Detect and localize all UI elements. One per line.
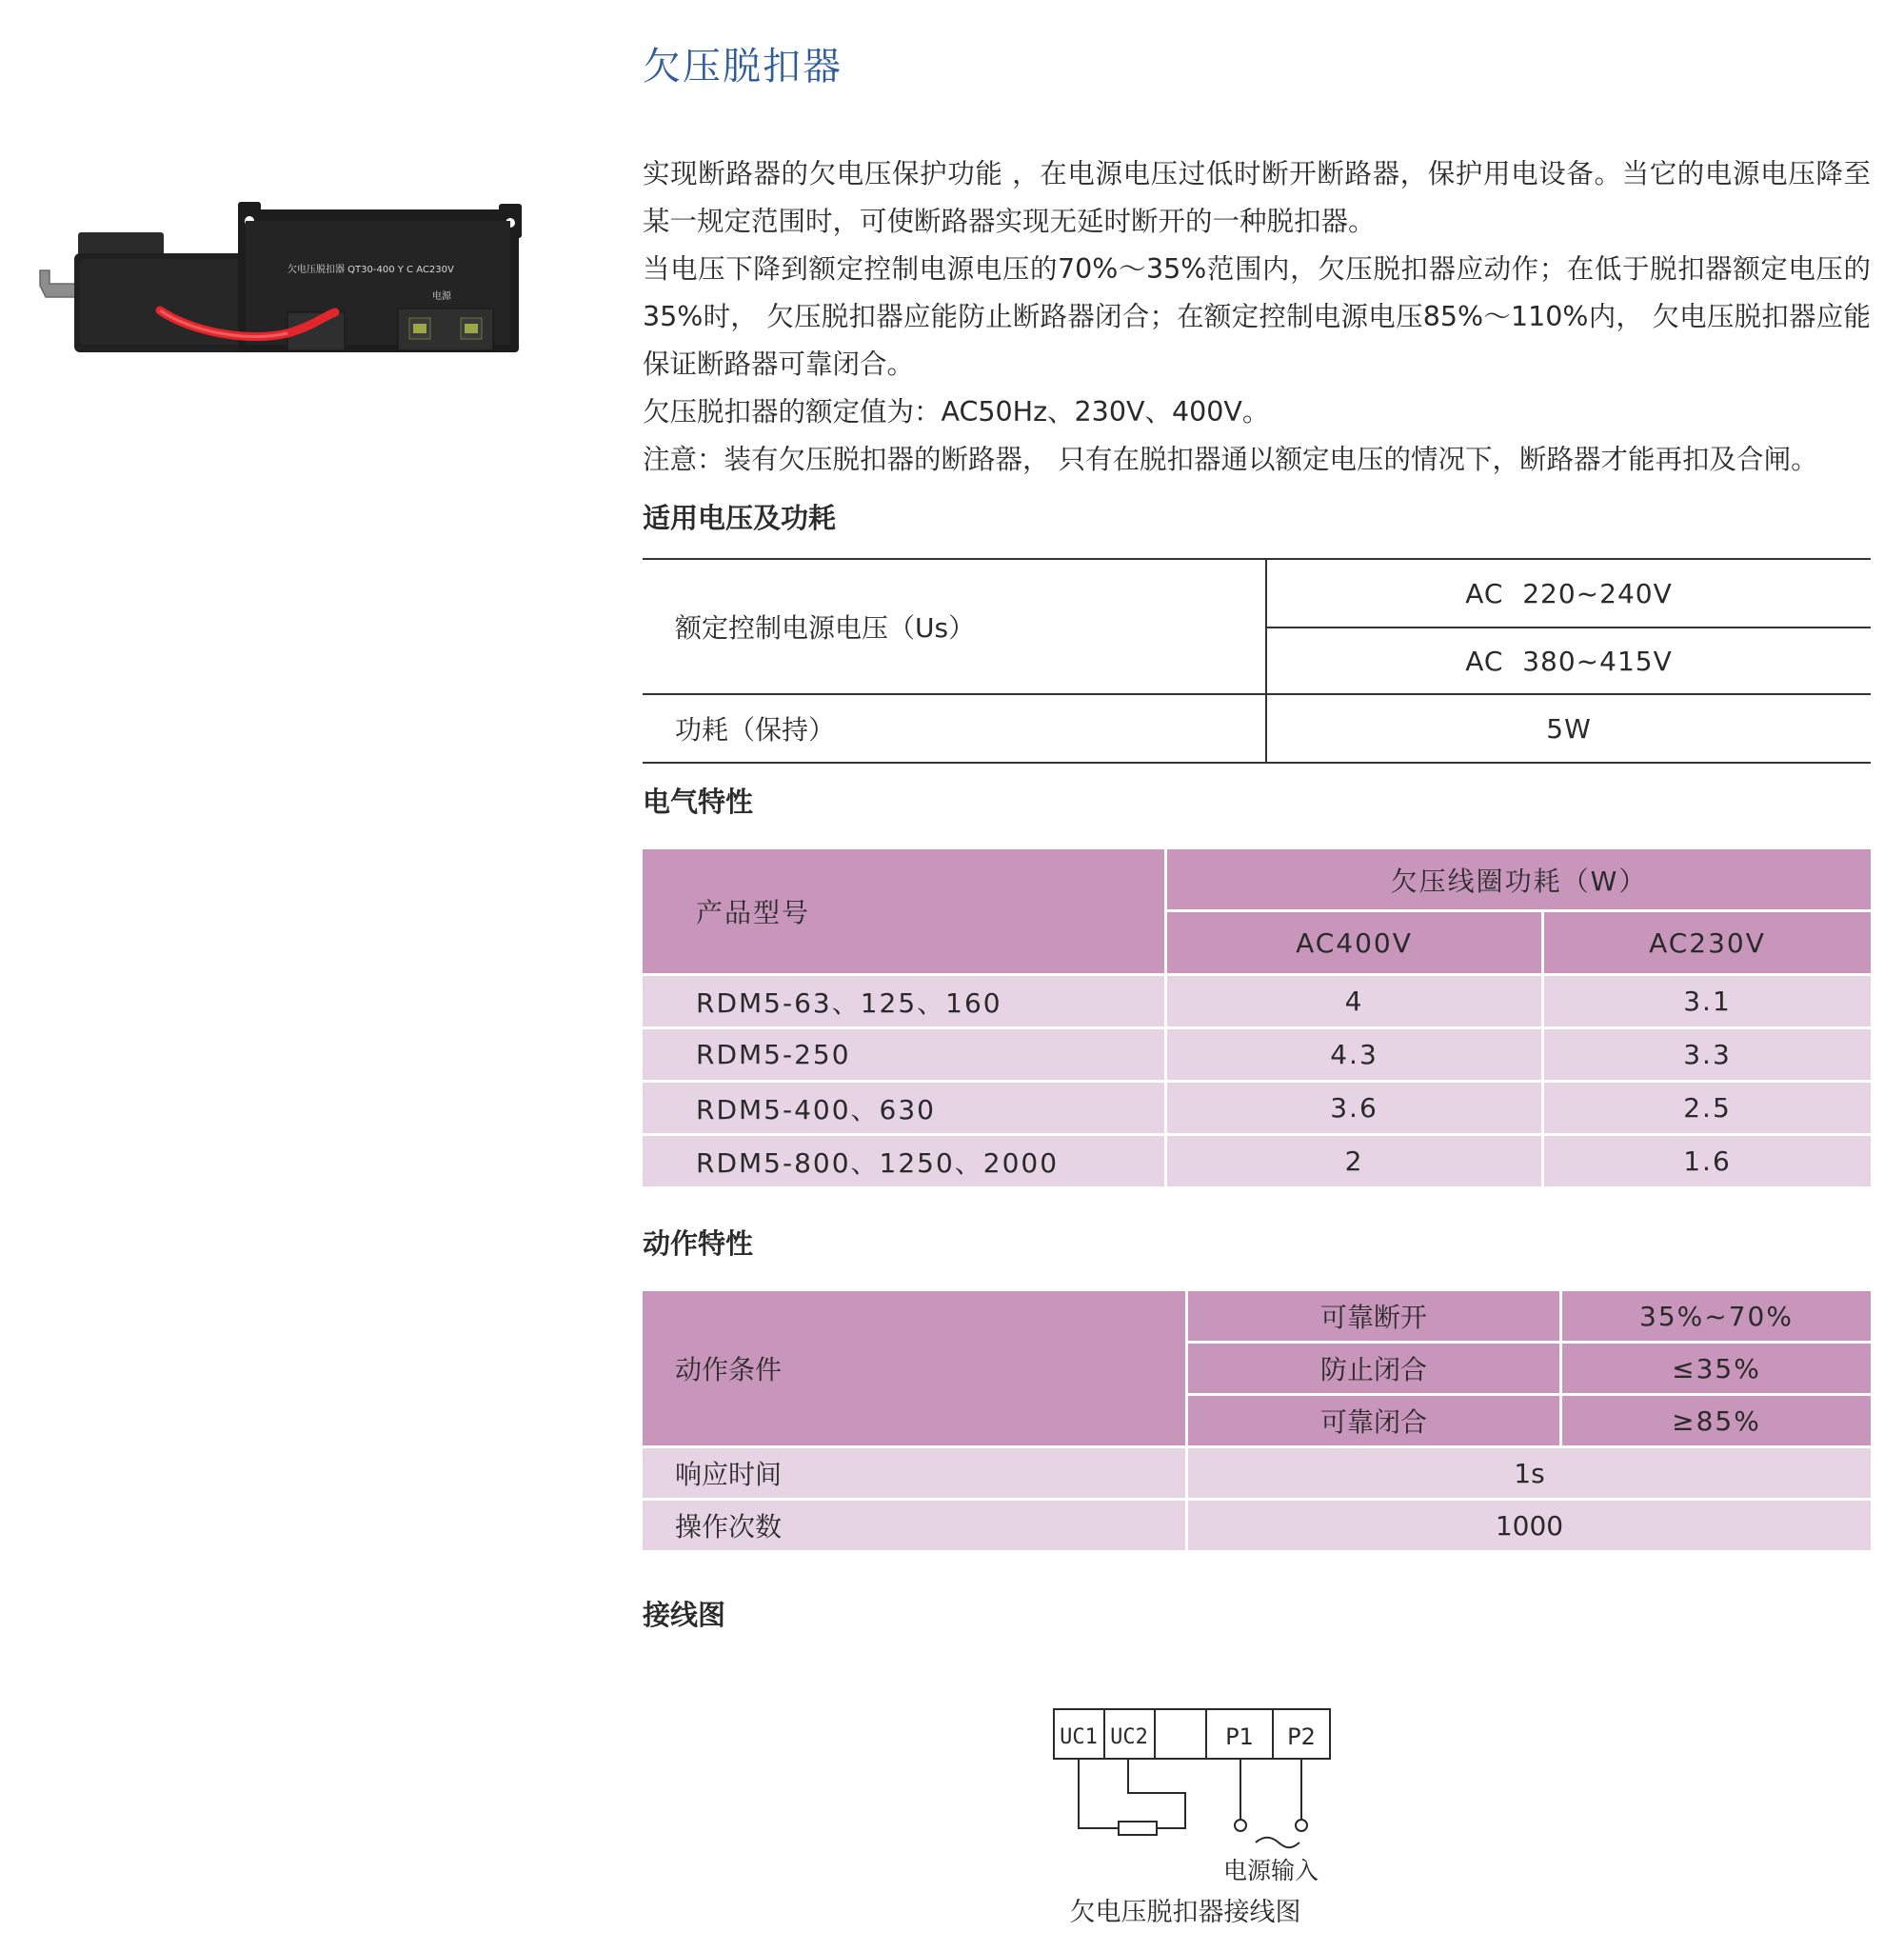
table-row xyxy=(643,1026,1871,1080)
section-title-wiring: 接线图 xyxy=(643,1599,726,1631)
section-title-action: 动作特性 xyxy=(643,1227,754,1260)
intro-paragraph: 注意：装有欠压脱扣器的断路器， 只有在脱扣器通以额定电压的情况下，断路器才能再扣及合闸。 xyxy=(643,444,1818,475)
ac400-cell: 4 xyxy=(1164,973,1541,1026)
section-title-electrical: 电气特性 xyxy=(643,786,754,818)
table-row xyxy=(643,973,1871,1026)
action-table xyxy=(643,1291,1871,1550)
power-value: 5W xyxy=(1266,694,1871,763)
wiring-diagram xyxy=(1042,1700,1357,1928)
terminal-p1: P1 xyxy=(1225,1723,1254,1750)
voltage-range-value: 380~415V xyxy=(1522,645,1673,677)
product-power-label: 电源 xyxy=(432,291,451,302)
wiring-caption: 欠电压脱扣器接线图 xyxy=(1069,1898,1301,1927)
voltage-range-value: 220~240V xyxy=(1522,577,1673,609)
ac-label: AC xyxy=(1465,577,1504,609)
model-cell: RDM5-250 xyxy=(643,1026,1164,1080)
table-row xyxy=(643,1498,1871,1550)
rated-voltage-label: 额定控制电源电压（Us） xyxy=(643,559,1266,694)
power-label: 功耗（保持） xyxy=(643,694,1266,763)
product-photo xyxy=(38,190,524,371)
cond-label: 防止闭合 xyxy=(1185,1341,1559,1393)
ac400-cell: 2 xyxy=(1164,1133,1541,1186)
power-input-label: 电源输入 xyxy=(1222,1857,1319,1884)
intro-paragraph: 当电压下降到额定控制电源电压的70%～35%范围内，欠压脱扣器应动作；在低于脱扣器额定电压的35%时， 欠压脱扣器应能防止断路器闭合；在额定控制电源电压85%～110%内， 欠电压脱扣器应能保证断路器可靠闭合。 xyxy=(643,253,1871,380)
ac230-cell: 3.1 xyxy=(1541,973,1871,1026)
voltage-range-1 xyxy=(1266,559,1871,627)
ac230-cell: 2.5 xyxy=(1541,1080,1871,1133)
page-title: 欠压脱扣器 xyxy=(643,45,843,89)
cond-label: 可靠断开 xyxy=(1185,1291,1559,1341)
electrical-table xyxy=(643,849,1871,1186)
col-group-header: 欠压线圈功耗（W） xyxy=(1164,849,1871,909)
table-row xyxy=(643,1080,1871,1133)
ac230-cell: 1.6 xyxy=(1541,1133,1871,1186)
cond-label: 可靠闭合 xyxy=(1185,1393,1559,1445)
model-cell: RDM5-400、630 xyxy=(643,1080,1164,1133)
voltage-range-2 xyxy=(1266,627,1871,694)
col-ac230-header: AC230V xyxy=(1541,909,1871,973)
intro-paragraph: 实现断路器的欠电压保护功能 ，在电源电压过低时断开断路器，保护用电设备。当它的电源电压降至某一规定范围时，可使断路器实现无延时断开的一种脱扣器。 xyxy=(643,158,1871,237)
table-row xyxy=(643,1133,1871,1186)
table-row xyxy=(643,1445,1871,1498)
cond-value: ≥85% xyxy=(1559,1393,1871,1445)
terminal-p2: P2 xyxy=(1287,1723,1316,1750)
ac400-cell: 4.3 xyxy=(1164,1026,1541,1080)
ops-label: 操作次数 xyxy=(643,1498,1185,1550)
cond-value: ≤35% xyxy=(1559,1341,1871,1393)
terminal-uc2: UC2 xyxy=(1110,1725,1148,1749)
ac400-cell: 3.6 xyxy=(1164,1080,1541,1133)
product-label-text: 欠电压脱扣器 QT30-400 Y C AC230V xyxy=(288,265,454,275)
col-ac400-header: AC400V xyxy=(1164,909,1541,973)
model-cell: RDM5-63、125、160 xyxy=(643,973,1164,1026)
col-model-header: 产品型号 xyxy=(643,849,1164,973)
condition-label: 动作条件 xyxy=(643,1291,1185,1445)
model-cell: RDM5-800、1250、2000 xyxy=(643,1133,1164,1186)
terminal-uc1: UC1 xyxy=(1060,1725,1098,1749)
response-label: 响应时间 xyxy=(643,1445,1185,1498)
intro-paragraph: 欠压脱扣器的额定值为：AC50Hz、230V、400V。 xyxy=(643,396,1270,428)
intro-text xyxy=(643,150,1871,484)
section-title-voltage: 适用电压及功耗 xyxy=(643,502,837,534)
ac-label: AC xyxy=(1465,645,1504,677)
response-value: 1s xyxy=(1185,1445,1871,1498)
ops-value: 1000 xyxy=(1185,1498,1871,1550)
voltage-table xyxy=(643,558,1871,764)
ac230-cell: 3.3 xyxy=(1541,1026,1871,1080)
cond-value: 35%~70% xyxy=(1559,1291,1871,1341)
